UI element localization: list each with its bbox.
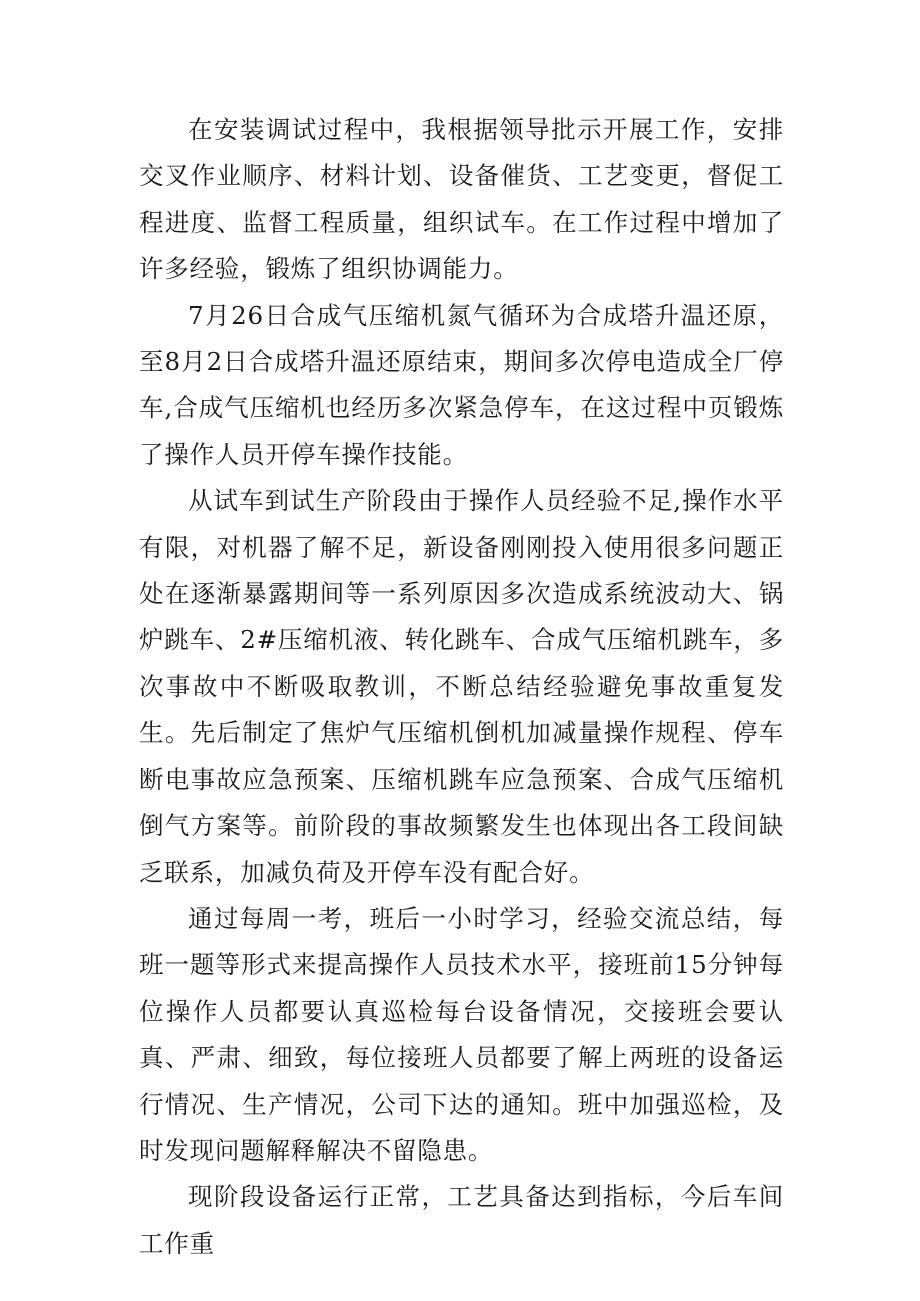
paragraph-compressor-startup: 7月26日合成气压缩机氮气循环为合成塔升温还原，至8月2日合成塔升温还原结束，期间多次停电造成全厂停车,合成气压缩机也经历多次紧急停车，在这过程中页锻炼了操作人员开停车操作技能。 <box>139 300 784 469</box>
paragraph-current-status: 现阶段设备运行正常，工艺具备达到指标，今后车间工作重 <box>139 1182 784 1258</box>
paragraph-trial-production-issues: 从试车到试生产阶段由于操作人员经验不足,操作水平有限，对机器了解不足，新设备刚刚投入使用很多问题正处在逐渐暴露期间等一系列原因多次造成系统波动大、锅炉跳车、2#压缩机液、转化跳车、合成气压缩机跳车，多次事故中不断吸取教训，不断总结经验避免事故重复发生。先后制定了焦炉气压缩机倒机加减量操作规程、停车断电事故应急预案、压缩机跳车应急预案、合成气压缩机倒气方案等。前阶段的事故频繁发生也体现出各工段间缺乏联系，加减负荷及开停车没有配合好。 <box>139 486 784 887</box>
paragraph-training-measures: 通过每周一考，班后一小时学习，经验交流总结，每班一题等形式来提高操作人员技术水平，接班前15分钟每位操作人员都要认真巡检每台设备情况，交接班会要认真、严肃、细致，每位接班人员都要了解上两班的设备运行情况、生产情况，公司下达的通知。班中加强巡检，及时发现问题解释解决不留隐患。 <box>139 903 784 1165</box>
paragraph-installation-commissioning: 在安装调试过程中，我根据领导批示开展工作，安排交叉作业顺序、材料计划、设备催货、工艺变更，督促工程进度、监督工程质量，组织试车。在工作过程中增加了许多经验，锻炼了组织协调能力。 <box>139 115 784 284</box>
document-body <box>139 107 784 1267</box>
